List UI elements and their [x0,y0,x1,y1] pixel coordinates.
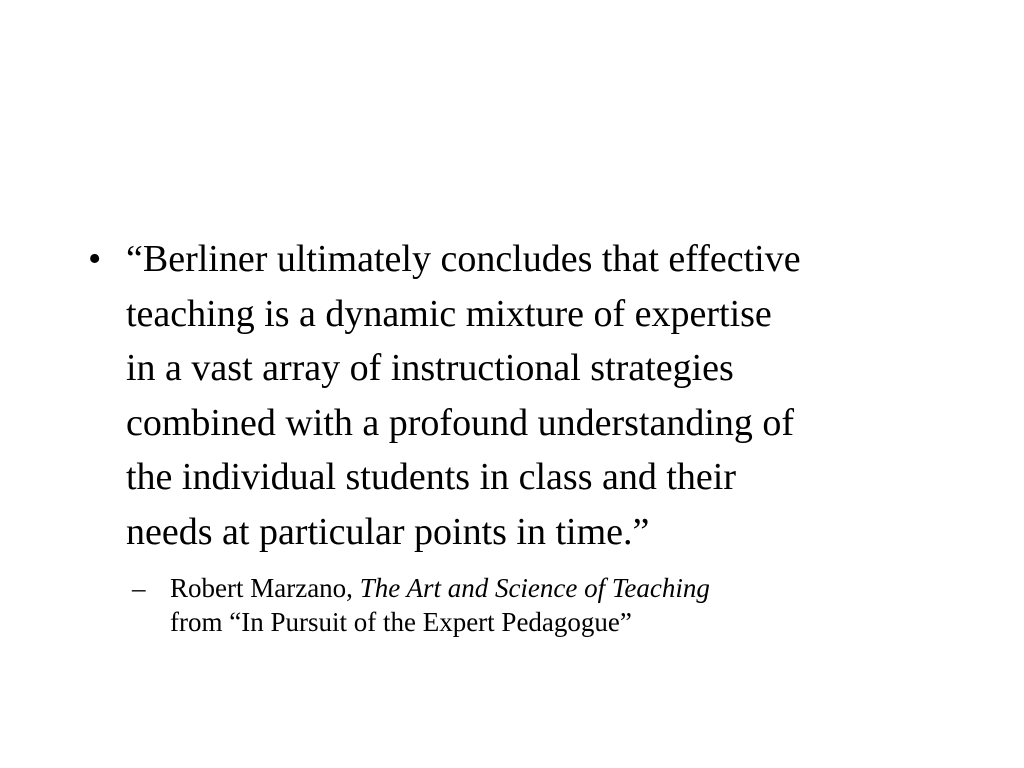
quote-bullet [88,232,948,559]
bullet-dot-icon: • [88,238,102,280]
quote-line: “Berliner ultimately concludes that effective [126,238,801,280]
quote-line: teaching is a dynamic mixture of expertise [126,292,772,335]
attribution-text [170,571,890,639]
quote-text [126,232,946,559]
quote-line: combined with a profound understanding of [126,401,795,444]
dash-icon: – [132,573,146,603]
attribution-source: from “In Pursuit of the Expert Pedagogue” [170,607,632,637]
attribution-line-1 [170,571,890,605]
attribution-bullet [132,571,948,639]
quote-line: in a vast array of instructional strategies [126,347,734,389]
attribution-book-title: The Art and Science of Teaching [359,573,710,603]
quote-bullet-block [88,232,948,639]
attribution-author: Robert Marzano, [170,573,360,603]
quote-line: needs at particular points in time.” [126,510,650,553]
quote-line: the individual students in class and their [126,456,737,498]
